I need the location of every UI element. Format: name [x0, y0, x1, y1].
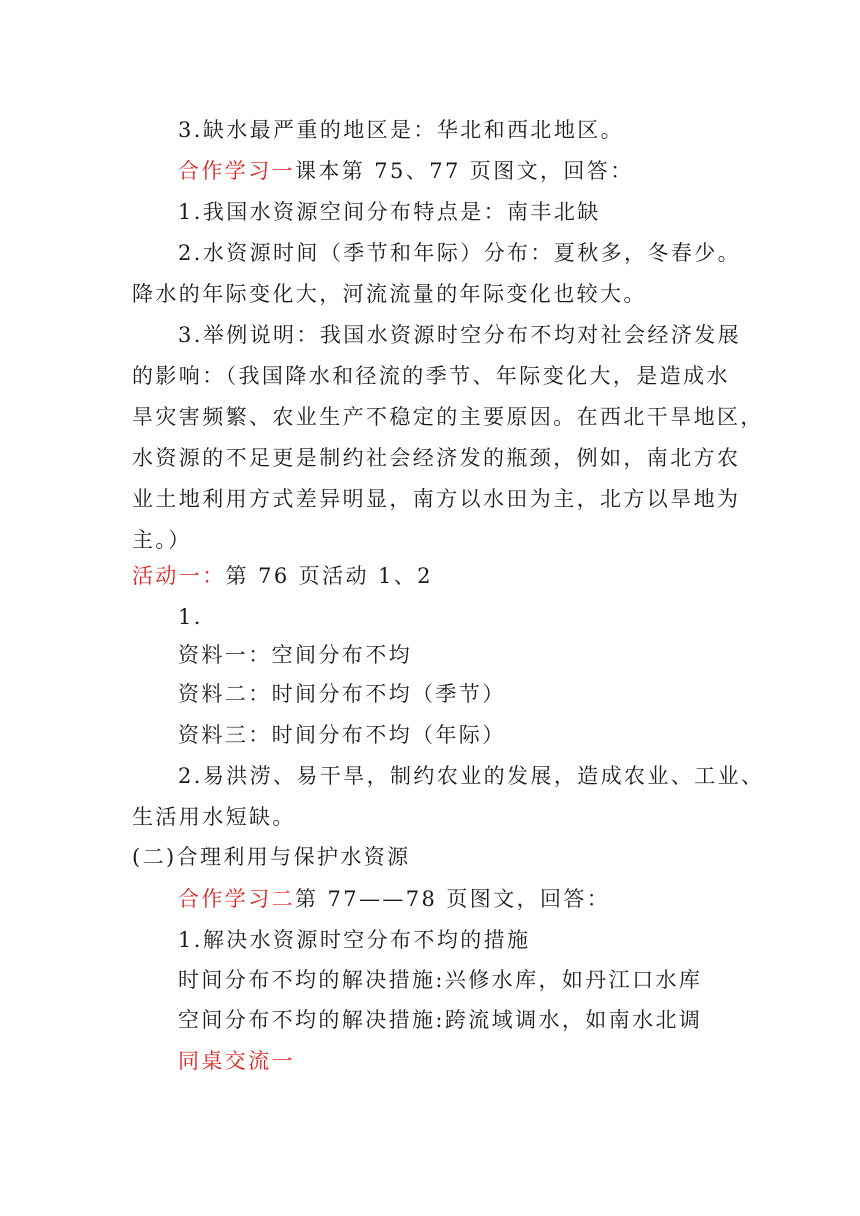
text-line [178, 641, 412, 669]
line-text: 1.我国水资源空间分布特点是：南丰北缺 [178, 200, 601, 224]
line-text: 业土地利用方式差异明显，南方以水田为主，北方以旱地为 [132, 487, 741, 511]
section-heading: (二)合理利用与保护水资源 [132, 845, 411, 869]
line-text: 2.水资源时间（季节和年际）分布：夏秋多，冬春少。 [178, 241, 742, 265]
line-text: 空间分布不均的解决措施:跨流域调水，如南水北调 [178, 1008, 703, 1032]
text-line [178, 157, 634, 185]
section-heading-red: 合作学习一 [178, 159, 295, 183]
line-text: 的影响：（我国降水和径流的季节、年际变化大，是造成水 [132, 364, 730, 388]
line-text: 降水的年际变化大，河流流量的年际变化也较大。 [132, 282, 647, 306]
text-line [132, 362, 730, 390]
text-line [132, 843, 411, 871]
text-line [178, 603, 203, 631]
text-line [178, 198, 601, 226]
activity-heading-red: 活动一： [132, 564, 226, 588]
text-line [178, 762, 764, 790]
text-line [178, 1047, 295, 1075]
text-line [132, 485, 740, 513]
line-text: 资料三：时间分布不均（年际） [178, 723, 506, 747]
text-line [132, 280, 647, 308]
line-text: 生活用水短缺。 [132, 805, 296, 829]
line-text: 1.解决水资源时空分布不均的措施 [178, 928, 531, 952]
line-text: 3.缺水最严重的地区是：华北和西北地区。 [178, 118, 625, 142]
line-text: 水资源的不足更是制约社会经济发的瓶颈，例如，南北方农 [132, 446, 741, 470]
text-line [132, 403, 764, 431]
line-text: 1. [178, 605, 203, 629]
text-line [132, 526, 192, 554]
line-text: 资料二：时间分布不均（季节） [178, 682, 506, 706]
section-heading-red: 同桌交流一 [178, 1049, 295, 1073]
section-heading-red: 合作学习二 [178, 887, 295, 911]
line-text: 2.易洪涝、易干旱，制约农业的发展，造成农业、工业、 [178, 764, 765, 788]
text-line [178, 721, 506, 749]
text-line [178, 885, 610, 913]
text-line [132, 444, 740, 472]
text-line [178, 926, 530, 954]
text-line [178, 966, 702, 994]
line-text: 资料一：空间分布不均 [178, 643, 412, 667]
text-line [178, 680, 506, 708]
line-text: 时间分布不均的解决措施:兴修水库，如丹江口水库 [178, 968, 703, 992]
line-text: 第 77——78 页图文，回答： [295, 887, 611, 911]
text-line [178, 239, 741, 267]
line-text: 第 76 页活动 1、2 [225, 564, 433, 588]
text-line [132, 562, 433, 590]
line-text: 3.举例说明：我国水资源时空分布不均对社会经济发展 [178, 323, 742, 347]
line-text: 旱灾害频繁、农业生产不稳定的主要原因。在西北干旱地区， [132, 405, 764, 429]
text-line [178, 116, 624, 144]
text-line [178, 321, 741, 349]
text-line [178, 1006, 702, 1034]
line-text: 主。） [132, 528, 192, 552]
text-line [132, 803, 296, 831]
line-text: 课本第 75、77 页图文，回答： [295, 159, 634, 183]
